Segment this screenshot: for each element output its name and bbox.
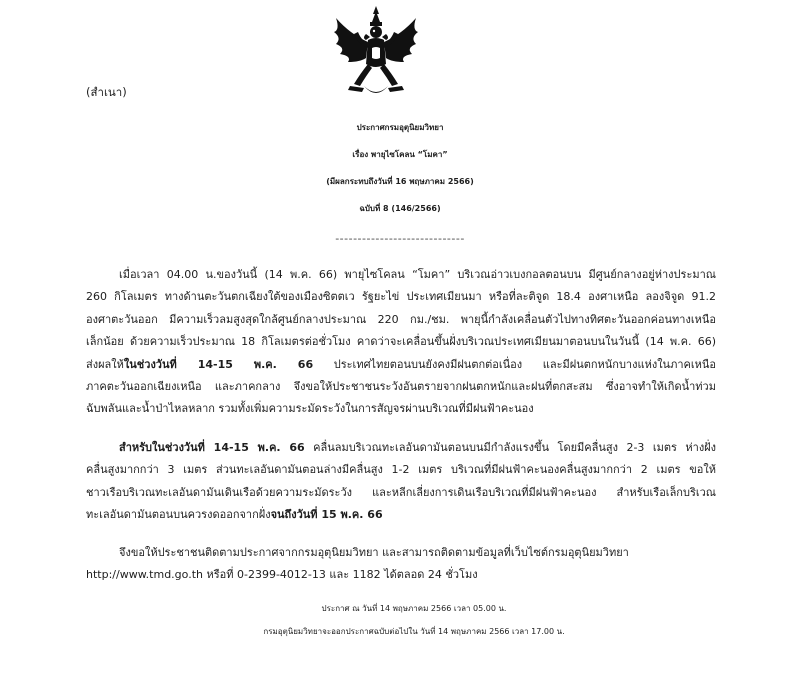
next-issue-notice: กรมอุตุนิยมวิทยาจะออกประกาศฉบับต่อไปใน วันที่ 14 พฤษภาคม 2566 เวลา 17.00 น. bbox=[263, 627, 565, 636]
bold-until-date: จนถึงวันที่ 15 พ.ค. 66 bbox=[270, 508, 383, 522]
paragraph-line: ชาวเรือบริเวณทะเลอันดามันเดินเรือด้วยความระมัดระวัง และหลีกเลี่ยงการเดินเรือบริเวณที่มีฝนฟ้าคะนอง สำหรับเรือเล็กบริเวณ bbox=[86, 485, 716, 499]
paragraph-line bbox=[86, 504, 716, 526]
text-segment: ส่งผลให้ bbox=[86, 357, 124, 371]
paragraph-sea-warning bbox=[86, 437, 716, 527]
title-block bbox=[0, 114, 800, 222]
subject-line: เรื่อง พายุไซโคลน “โมคา” bbox=[352, 150, 448, 159]
paragraph-line bbox=[86, 354, 716, 376]
paragraph-line bbox=[86, 437, 716, 459]
garuda-emblem-icon bbox=[328, 4, 424, 102]
issue-number: ฉบับที่ 8 (146/2566) bbox=[359, 204, 441, 213]
impact-line: (มีผลกระทบถึงวันที่ 16 พฤษภาคม 2566) bbox=[326, 177, 474, 186]
paragraph-line: องศาตะวันออก มีความเร็วลมสูงสุดใกล้ศูนย์กลางประมาณ 220 กม./ชม. พายุนี้กำลังเคลื่อนตัวไปทางทิศตะวันออกค่อนทางเหนือ bbox=[86, 312, 716, 326]
text-segment: คลื่นลมบริเวณทะเลอันดามันตอนบนมีกำลังแรงขึ้น โดยมีคลื่นสูง 2-3 เมตร ห่างฝั่ง bbox=[304, 441, 717, 454]
bold-date-range: ในช่วงวันที่ 14-15 พ.ค. 66 bbox=[123, 357, 314, 371]
text-segment: ประเทศไทยตอนบนยังคงมีฝนตกต่อเนื่อง และมีฝนตกหนักบางแห่งในภาคเหนือ bbox=[313, 357, 717, 371]
paragraph-storm-details bbox=[86, 264, 716, 421]
paragraph-contact bbox=[86, 542, 716, 587]
paragraph-line: จึงขอให้ประชาชนติดตามประกาศจากกรมอุตุนิยมวิทยา และสามารถติดตามข้อมูลที่เว็บไซต์กรมอุตุนิยมวิทยา bbox=[119, 546, 629, 559]
paragraph-line: เล็กน้อย ด้วยความเร็วประมาณ 18 กิโลเมตรต่อชั่วโมง คาดว่าจะเคลื่อนขึ้นฝั่งบริเวณประเทศเมียนมาตอนบนในวันนี้ (14 พ.ค. 66) bbox=[86, 335, 716, 349]
paragraph-line: http://www.tmd.go.th หรือที่ 0-2399-4012-13 และ 1182 ได้ตลอด 24 ชั่วโมง bbox=[86, 568, 478, 582]
copy-mark: (สำเนา) bbox=[86, 85, 127, 99]
paragraph-line: ภาคตะวันออกเฉียงเหนือ และภาคกลาง จึงขอให้ประชาชนระวังอันตรายจากฝนตกหนักและฝนที่ตกสะสม ซึ่งอาจทำให้เกิดน้ำท่วม bbox=[86, 379, 716, 393]
paragraph-line: ฉับพลันและน้ำป่าไหลหลาก รวมทั้งเพิ่มความระมัดระวังในการสัญจรผ่านบริเวณที่มีฝนฟ้าคะนอง bbox=[86, 402, 534, 416]
page-title: ประกาศกรมอุตุนิยมวิทยา bbox=[356, 123, 444, 132]
paragraph-line: 260 กิโลเมตร ทางด้านตะวันตกเฉียงใต้ของเมืองซิตตเว รัฐยะไข่ ประเทศเมียนมา หรือที่ละติจูด 18.4 องศาเหนือ ลองจิจูด 91.2 bbox=[86, 290, 716, 304]
paragraph-line: คลื่นสูงมากกว่า 3 เมตร ส่วนทะเลอันดามันตอนล่างมีคลื่นสูง 1-2 เมตร บริเวณที่มีฝนฟ้าคะนองคลื่นสูงมากกว่า 2 เมตร ขอให้ bbox=[86, 463, 716, 477]
text-segment: ทะเลอันดามันตอนบนควรงดออกจากฝั่ง bbox=[86, 508, 271, 522]
paragraph-line: เมื่อเวลา 04.00 น.ของวันนี้ (14 พ.ค. 66) พายุไซโคลน “โมคา” บริเวณอ่าวเบงกอลตอนบน มีศูนย์กลางอยู่ห่างประมาณ bbox=[119, 268, 716, 281]
bold-date-range: สำหรับในช่วงวันที่ 14-15 พ.ค. 66 bbox=[119, 441, 305, 454]
announcement-date: ประกาศ ณ วันที่ 14 พฤษภาคม 2566 เวลา 05.00 น. bbox=[321, 604, 507, 613]
divider: ----------------------------- bbox=[335, 232, 465, 245]
